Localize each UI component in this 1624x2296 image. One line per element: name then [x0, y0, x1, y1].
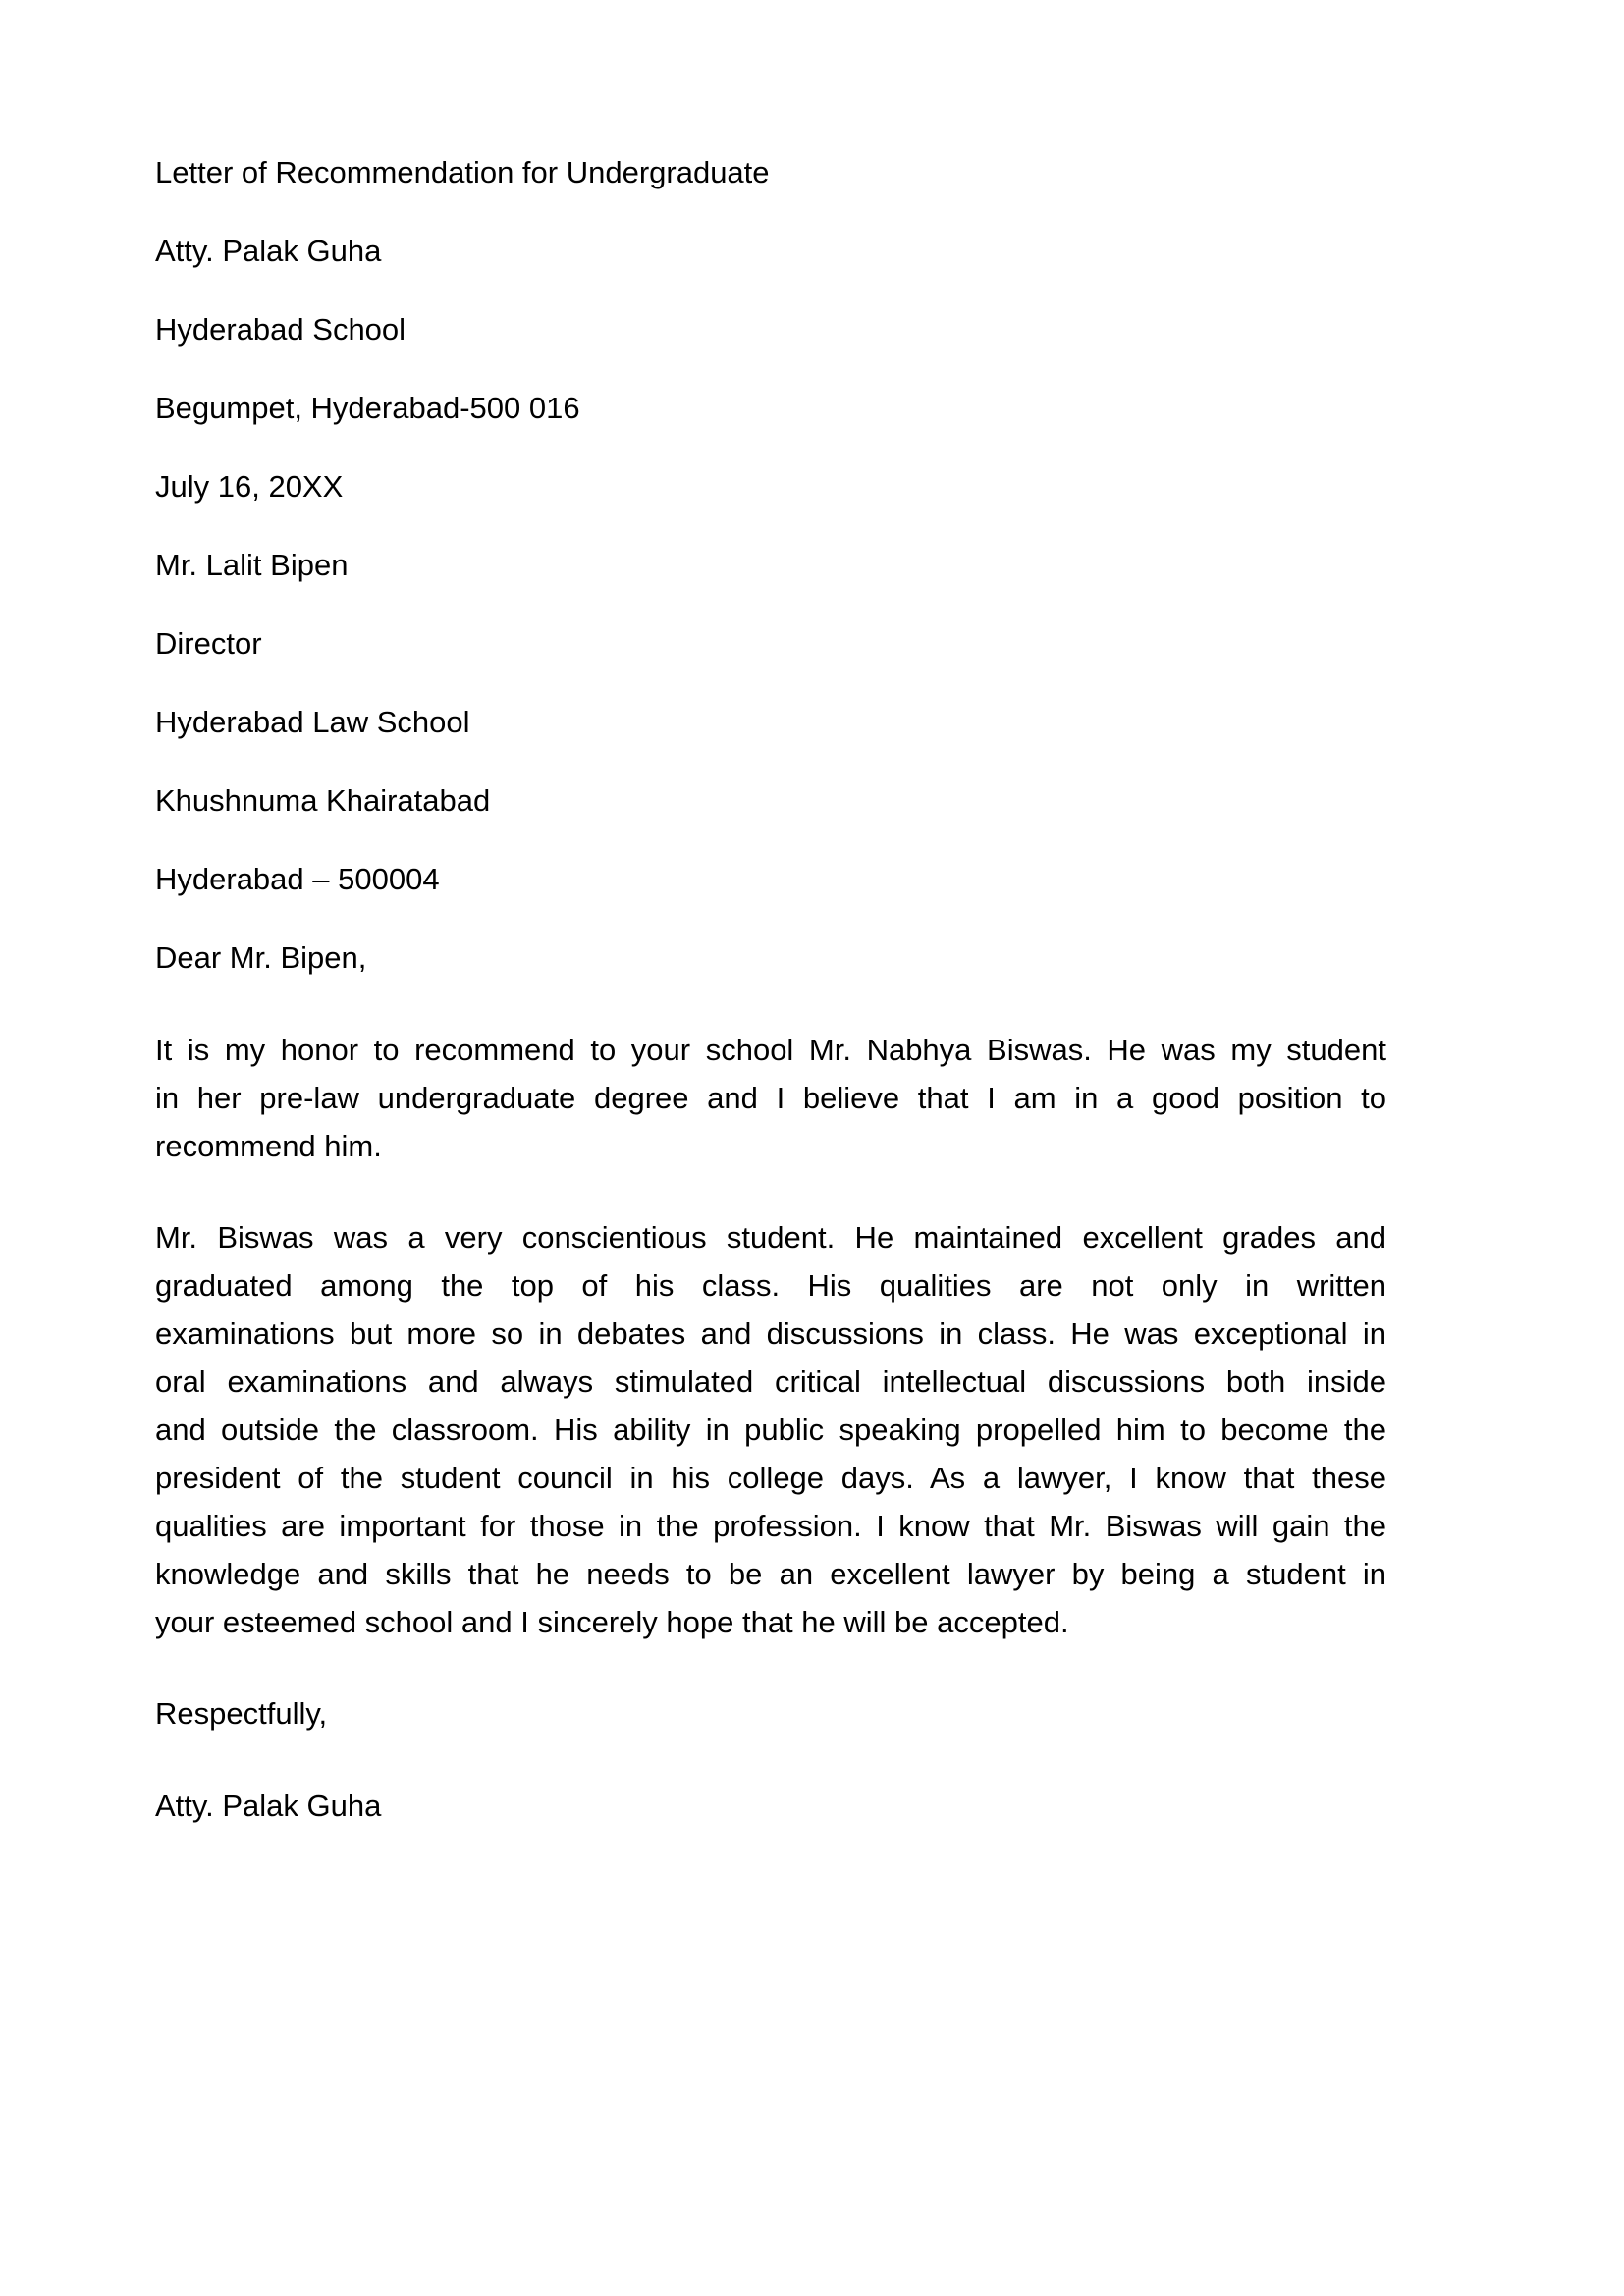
signature-name: Atty. Palak Guha	[155, 1789, 382, 1823]
closing: Respectfully,	[155, 1696, 328, 1731]
paragraph-line: recommend him.	[155, 1129, 382, 1163]
paragraph-line: examinations but more so in debates and discussions in class. He was exceptional in	[155, 1316, 1386, 1351]
sender-name: Atty. Palak Guha	[155, 234, 382, 268]
body-paragraph-2	[155, 1213, 1386, 1646]
recipient-address-line2: Hyderabad – 500004	[155, 862, 440, 896]
paragraph-line: your esteemed school and I sincerely hope that he will be accepted.	[155, 1605, 1069, 1639]
body-paragraph-1	[155, 1026, 1386, 1170]
paragraph-line: qualities are important for those in the profession. I know that Mr. Biswas will gain the	[155, 1509, 1386, 1543]
paragraph-line: Mr. Biswas was a very conscientious student. He maintained excellent grades and	[155, 1220, 1386, 1255]
sender-organization: Hyderabad School	[155, 312, 406, 347]
sender-address: Begumpet, Hyderabad-500 016	[155, 391, 580, 425]
recipient-organization: Hyderabad Law School	[155, 705, 470, 739]
paragraph-line: president of the student council in his college days. As a lawyer, I know that these	[155, 1461, 1386, 1495]
letter-title: Letter of Recommendation for Undergraduate	[155, 155, 770, 189]
paragraph-line: in her pre-law undergraduate degree and I believe that I am in a good position to	[155, 1081, 1386, 1115]
paragraph-line: graduated among the top of his class. His qualities are not only in written	[155, 1268, 1386, 1303]
paragraph-line: oral examinations and always stimulated critical intellectual discussions both inside	[155, 1364, 1386, 1399]
paragraph-line: knowledge and skills that he needs to be an excellent lawyer by being a student in	[155, 1557, 1386, 1591]
recipient-name: Mr. Lalit Bipen	[155, 548, 349, 582]
salutation: Dear Mr. Bipen,	[155, 940, 367, 975]
paragraph-line: and outside the classroom. His ability in public speaking propelled him to become the	[155, 1413, 1386, 1447]
letter-date: July 16, 20XX	[155, 469, 344, 504]
recipient-address-line1: Khushnuma Khairatabad	[155, 783, 491, 818]
paragraph-line: It is my honor to recommend to your school Mr. Nabhya Biswas. He was my student	[155, 1033, 1386, 1067]
recipient-title: Director	[155, 626, 262, 661]
